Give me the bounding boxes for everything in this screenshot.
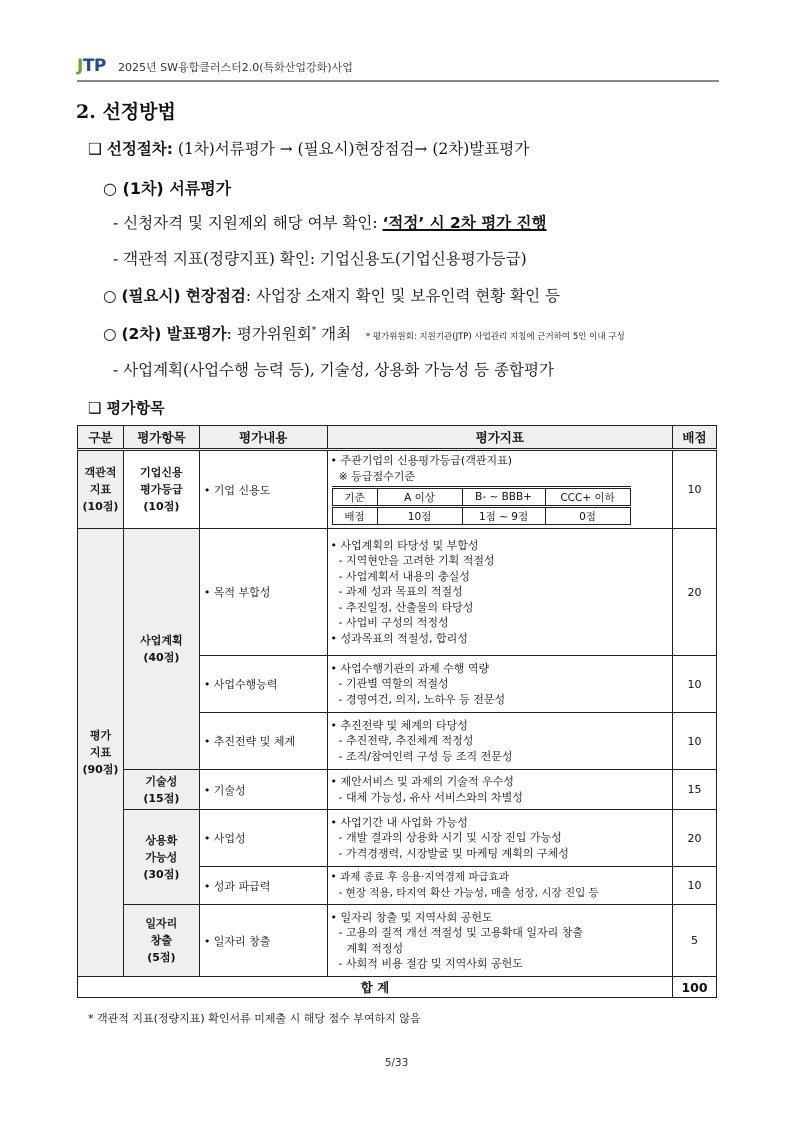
total-row bbox=[78, 977, 717, 998]
indicator-tech: • 제안서비스 및 과제의 기술적 우수성 - 대체 가능성, 유사 서비스와의 차별성 bbox=[327, 770, 672, 810]
indicator-purpose: • 사업계획의 타당성 및 부합성 - 지역현안을 고려한 기획 적절성 - 사업계획서 내용의 충실성 - 과제 성과 목표의 적절성 - 추진일정, 산출물의 타당성 - 사업비 구성의 적정성 • 성과목표의 적절성, 합리성 bbox=[327, 529, 672, 656]
group-tech: 기술성 (15점) bbox=[123, 770, 199, 810]
score-credit: 10 bbox=[673, 450, 717, 529]
step1-line1: - 신청자격 및 지원제외 해당 여부 확인: ‘적정’ 시 2차 평가 진행 bbox=[113, 214, 547, 232]
procedure-line: ❑ 선정절차: (1차)서류평가 → (필요시)현장점검→ (2차)발표평가 bbox=[88, 140, 530, 158]
score-tech: 15 bbox=[673, 770, 717, 810]
indicator-business: • 사업기간 내 사업화 가능성 - 개발 결과의 상용화 시기 및 시장 진입 가능성 - 가격경쟁력, 시장발굴 및 마케팅 계획의 구체성 bbox=[327, 810, 672, 867]
score-impact: 10 bbox=[673, 867, 717, 905]
content-tech: • 기술성 bbox=[199, 770, 327, 810]
total-value: 100 bbox=[673, 977, 717, 998]
indicator-strategy: • 추진전략 및 체계의 타당성 - 추진전략, 추진체계 적정성 - 조직/참여인력 구성 등 조직 전문성 bbox=[327, 713, 672, 770]
page-number: 5/33 bbox=[384, 1057, 409, 1069]
content-capability: • 사업수행능력 bbox=[199, 656, 327, 713]
header-divider bbox=[77, 80, 719, 82]
group-jobs: 일자리 창출 (5점) bbox=[123, 905, 199, 977]
group-plan: 사업계획 (40점) bbox=[123, 529, 199, 770]
indicator-capability: • 사업수행기관의 과제 수행 역량 - 기관별 역할의 적절성 - 경영여건, 의지, 노하우 등 전문성 bbox=[327, 656, 672, 713]
table-header-row bbox=[78, 426, 717, 450]
group-credit: 기업신용 평가등급 (10점) bbox=[123, 450, 199, 529]
step1-line2: - 객관적 지표(정량지표) 확인: 기업신용도(기업신용평가등급) bbox=[113, 250, 527, 268]
indicator-impact: • 과제 종료 후 응용·지역경제 파급효과 - 현장 적용, 타지역 확산 가능성, 매출 성장, 시장 진입 등 bbox=[327, 867, 672, 905]
table-row bbox=[78, 905, 717, 977]
total-label: 합 계 bbox=[78, 977, 673, 998]
score-strategy: 10 bbox=[673, 713, 717, 770]
items-title: ❑ 평가항목 bbox=[88, 399, 165, 417]
content-jobs: • 일자리 창출 bbox=[199, 905, 327, 977]
th-item: 평가항목 bbox=[123, 426, 199, 450]
cat-evaluation: 평가 지표 (90점) bbox=[78, 529, 124, 977]
indicator-jobs: • 일자리 창출 및 지역사회 공헌도 - 고용의 질적 개선 적절성 및 고용확대 일자리 창출 계획 적정성 - 사회적 비용 절감 및 지역사회 공헌도 bbox=[327, 905, 672, 977]
indicator-credit: • 주관기업의 신용평가등급(객관지표) ※ 등급점수기준 기준 A 이상 B- ~ BBB+ CCC+ 이하 배점 10점 1점 ~ 9점 0점 bbox=[327, 450, 672, 529]
th-content: 평가내용 bbox=[199, 426, 327, 450]
jtp-logo: JTP bbox=[77, 56, 106, 76]
step1-title: ○ (1차) 서류평가 bbox=[103, 179, 232, 198]
content-credit: • 기업 신용도 bbox=[199, 450, 327, 529]
page-header bbox=[77, 56, 717, 78]
step3-detail: - 사업계획(사업수행 능력 등), 기술성, 상용화 가능성 등 종합평가 bbox=[113, 361, 554, 379]
content-business: • 사업성 bbox=[199, 810, 327, 867]
th-score: 배점 bbox=[673, 426, 717, 450]
step2-line: ○ (필요시) 현장점검: 사업장 소재지 확인 및 보유인력 현황 확인 등 bbox=[103, 287, 560, 305]
table-row bbox=[78, 450, 717, 529]
group-commercial: 상용화 가능성 (30점) bbox=[123, 810, 199, 905]
score-jobs: 5 bbox=[673, 905, 717, 977]
th-category: 구분 bbox=[78, 426, 124, 450]
score-business: 20 bbox=[673, 810, 717, 867]
th-indicator: 평가지표 bbox=[327, 426, 672, 450]
score-purpose: 20 bbox=[673, 529, 717, 656]
footnote: * 객관적 지표(정량지표) 확인서류 미제출 시 해당 점수 부여하지 않음 bbox=[88, 1012, 421, 1025]
content-purpose: • 목적 부합성 bbox=[199, 529, 327, 656]
table-row bbox=[78, 529, 717, 656]
table-row bbox=[78, 770, 717, 810]
section-title: 2. 선정방법 bbox=[76, 101, 176, 123]
content-impact: • 성과 파급력 bbox=[199, 867, 327, 905]
grade-table: 기준 A 이상 B- ~ BBB+ CCC+ 이하 배점 10점 1점 ~ 9점 0점 bbox=[332, 486, 631, 525]
score-capability: 10 bbox=[673, 656, 717, 713]
table-row bbox=[78, 810, 717, 867]
step3-line: ○ (2차) 발표평가: 평가위원회* 개최 * 평가위원회: 지원기관(JTP) 사업관리 지침에 근거하여 5인 이내 구성 bbox=[103, 325, 625, 343]
cat-objective: 객관적 지표 (10점) bbox=[78, 450, 124, 529]
evaluation-table bbox=[77, 425, 717, 998]
header-title: 2025년 SW융합클러스터2.0(특화산업강화)사업 bbox=[118, 61, 353, 74]
content-strategy: • 추진전략 및 체계 bbox=[199, 713, 327, 770]
